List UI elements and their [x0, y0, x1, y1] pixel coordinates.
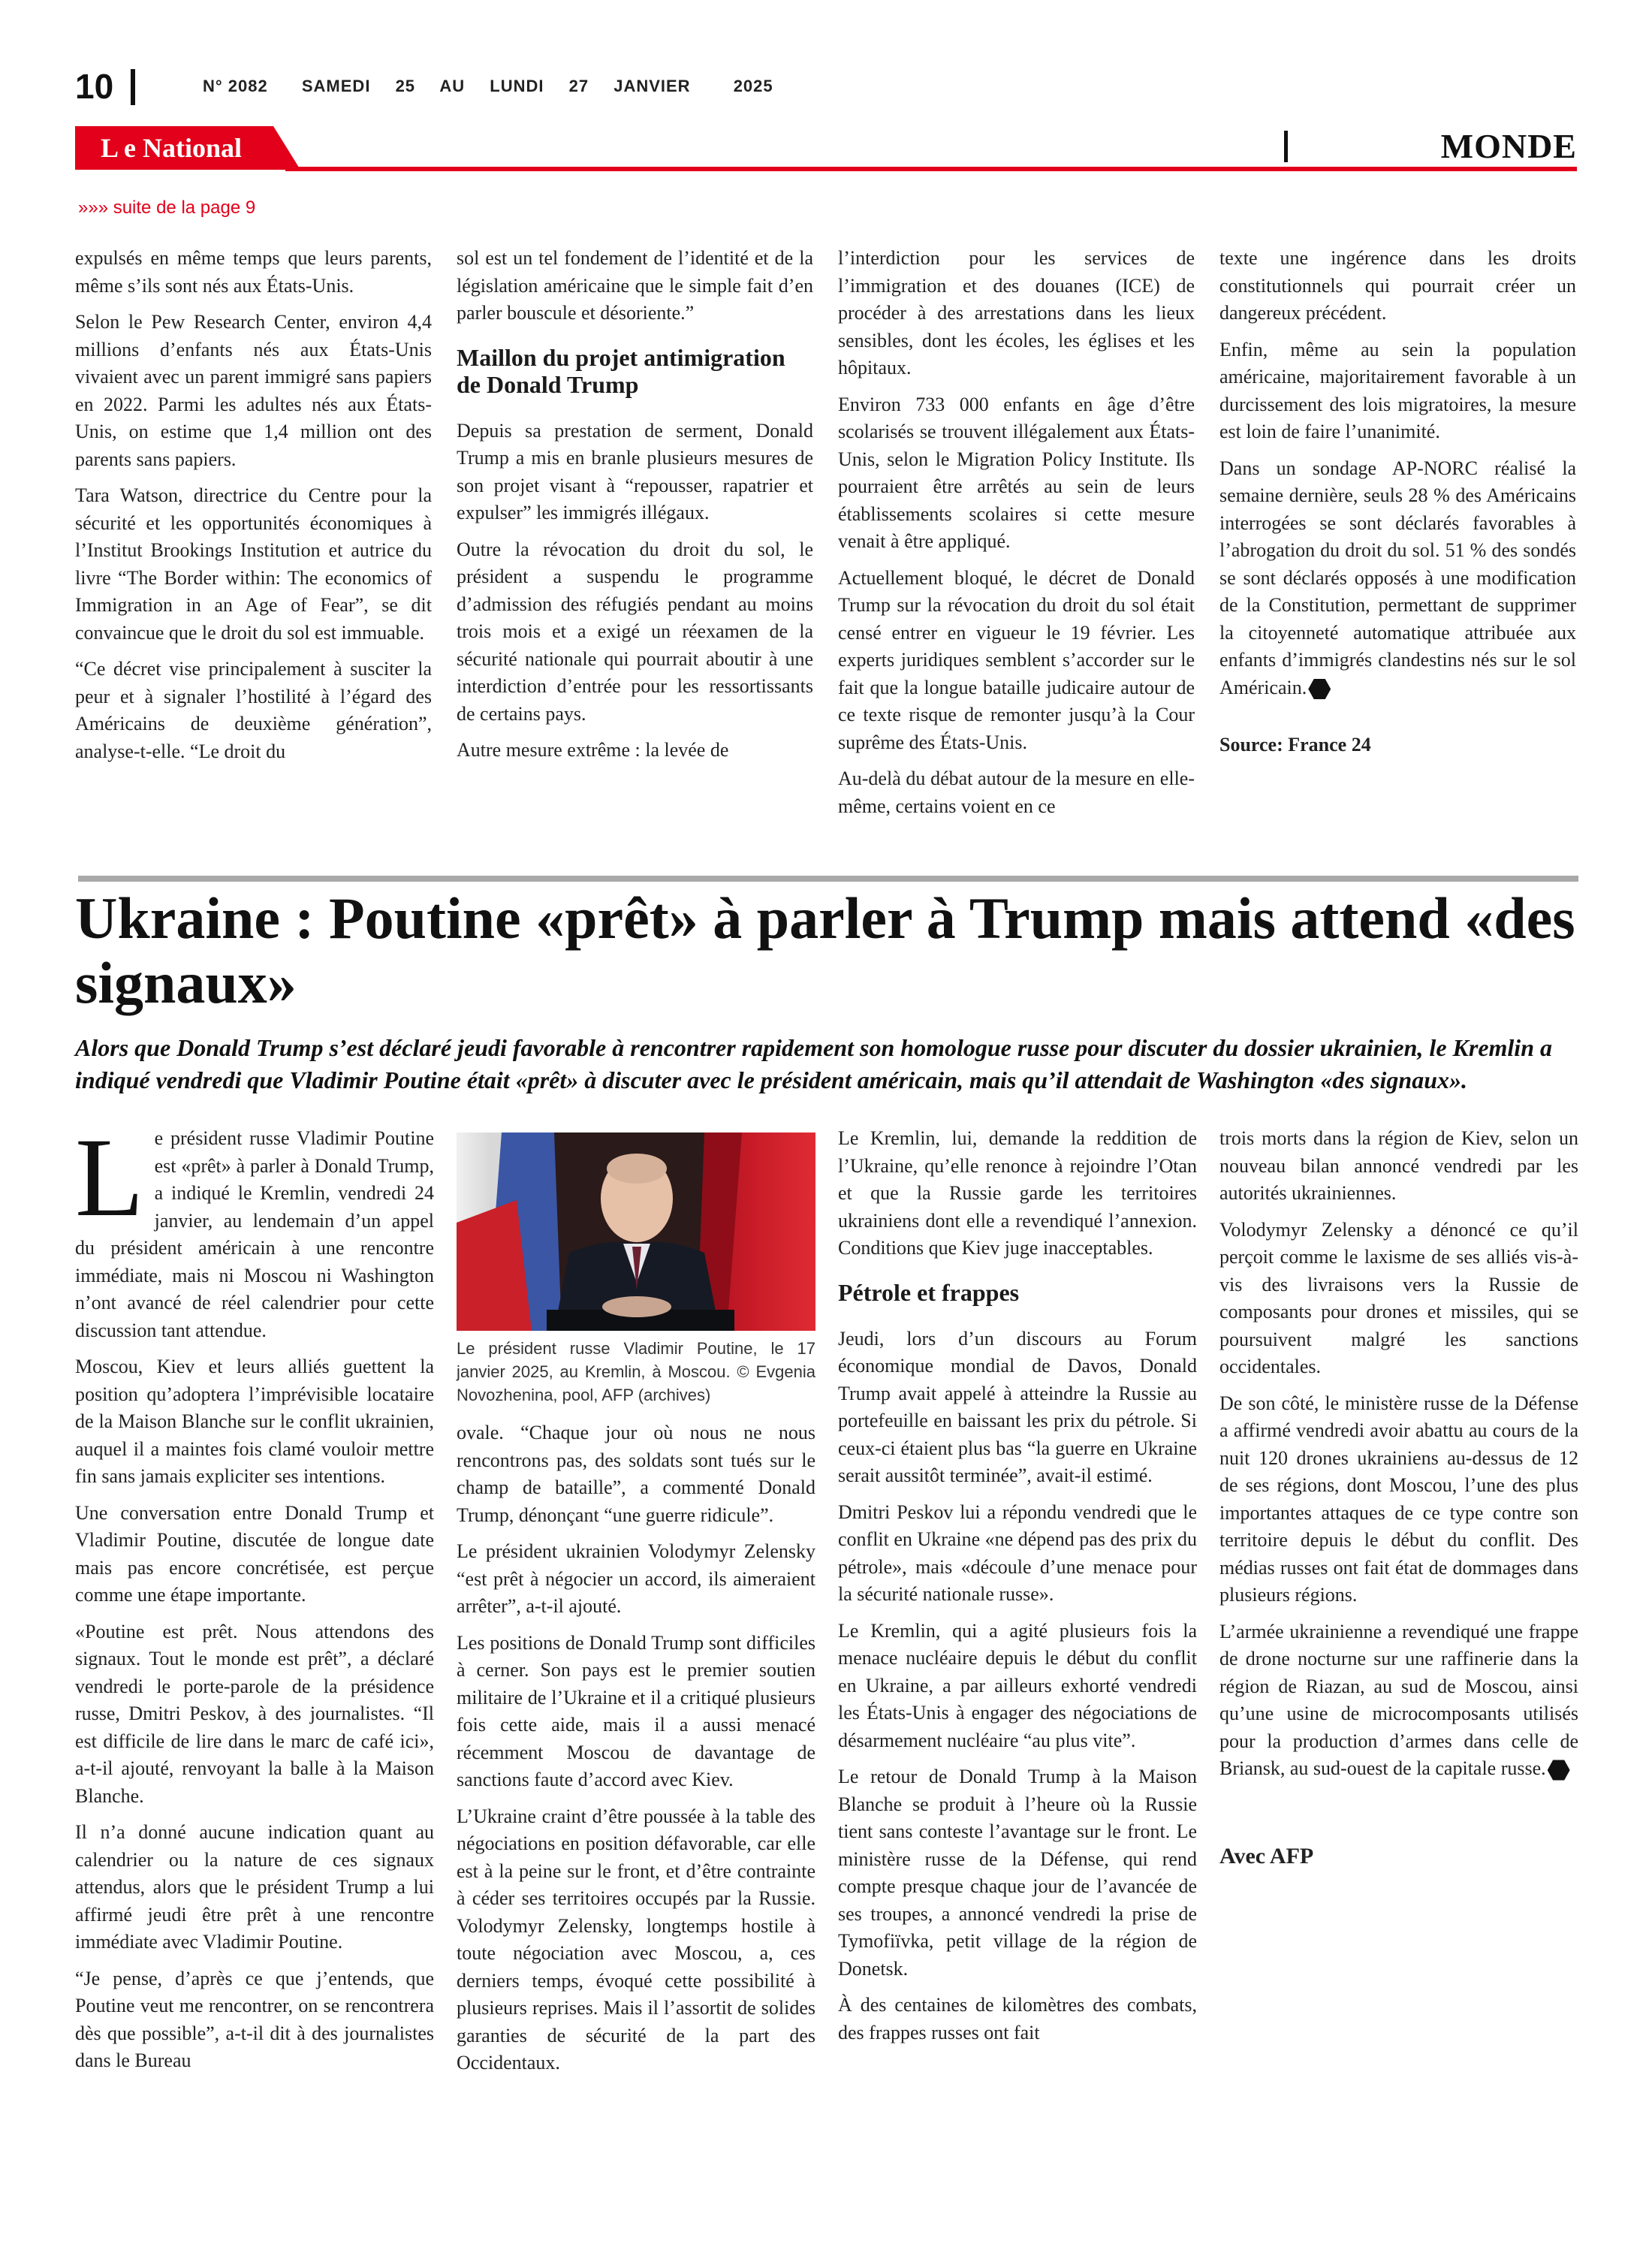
- article2-chapeau: Alors que Donald Trump s’est déclaré jeudi favorable à rencontrer rapidement son homologue russe pour discuter du dossier ukrainien, le Kremlin a indiqué vendredi que Vladimir Poutine était «prêt» à discuter avec le président américain, mais qu’il attendait de Washington «des signaux».: [75, 1034, 1552, 1093]
- paragraph-text: Le président ukrainien Volodymyr Zelensky “est prêt à négocier un accord, ils aimeraient arrêter”, a-t-il ajouté.: [457, 1540, 815, 1617]
- paragraph-text: Au-delà du débat autour de la mesure en elle-même, certains voient en ce: [838, 768, 1195, 817]
- paragraph: [75, 309, 432, 473]
- paragraph: [838, 1992, 1197, 2046]
- paragraph: [75, 245, 432, 300]
- paragraph: [457, 1419, 815, 1529]
- paragraph-text: l’interdiction pour les services de l’immigration et des douanes (ICE) de procéder à des arrestations dans les lieux sensibles, dont les écoles, les églises et les hôpitaux.: [838, 247, 1195, 379]
- paragraph-text: De son côté, le ministère russe de la Défense a affirmé vendredi avoir abattu au cours de la nuit 120 drones ukrainiens au-dessus de 12 de ses régions, dont Moscou, l’une des plus importantes attaques de ce type contre son territoire depuis le début du conflit. Des médias russes ont fait état de dommages dans plusieurs régions.: [1219, 1392, 1578, 1606]
- photo-caption: Le président russe Vladimir Poutine, le 17 janvier 2025, au Kremlin, à Moscou. © Evgenia Novozhenina, pool, AFP (archives): [457, 1339, 815, 1404]
- drop-cap: L: [75, 1115, 144, 1240]
- paragraph: [75, 1618, 434, 1811]
- article1-column-4: [1219, 245, 1576, 768]
- paragraph-text: “Je pense, d’après ce que j’entends, que Poutine veut me rencontrer, on se rencontrera dès que possible”, a-t-il dit à des journalistes dans le Bureau: [75, 1967, 434, 2071]
- paragraph: [838, 765, 1195, 820]
- article1-column-2: [457, 245, 813, 774]
- article2-photo-block: [457, 1133, 815, 1407]
- paragraph: [1219, 1217, 1578, 1381]
- brand-bar: [75, 126, 1577, 173]
- paragraph-text: Le retour de Donald Trump à la Maison Blanche se produit à l’heure où la Russie tient sans conteste l’avantage sur le front. Le ministère russe de la Défense, qui rend compte presque chaque jour de l’avancée de ses troupes, a annoncé vendredi la prise de Tymofiïvka, petit village de la région de Donetsk.: [838, 1766, 1197, 1980]
- paragraph-text: Outre la révocation du droit du sol, le président a suspendu le programme d’admission des réfugiés pendant au moins trois mois et a exigé un réexamen de la sécurité nationale qui pourrait aboutir à une interdiction d’entrée pour les ressortissants de certains pays.: [457, 538, 813, 725]
- paragraph: [838, 245, 1195, 382]
- paragraph: [1219, 1618, 1578, 1783]
- issue-number: N° 2082: [203, 77, 268, 95]
- date-part: 27: [568, 77, 589, 95]
- article-divider: [78, 876, 1578, 882]
- subheading: Pétrole et frappes: [838, 1278, 1020, 1306]
- paragraph-text: Volodymyr Zelensky a dénoncé ce qu’il perçoit comme le laxisme de ses alliés vis-à-vis des livraisons vers la Russie de composants pour drones et missiles, qui se poursuivent malgré les sanctions occidentales.: [1219, 1218, 1578, 1377]
- paragraph-text: Le Kremlin, qui a agité plusieurs fois la menace nucléaire depuis le début du conflit en Ukraine, a par ailleurs exhorté vendredi les États-Unis à engager des négociations de désarmement nucléaire “au plus vite”.: [838, 1619, 1197, 1751]
- brand-rule: [285, 167, 1577, 171]
- paragraph-text: Actuellement bloqué, le décret de Donald Trump sur la révocation du droit du sol était censé entrer en vigueur le 19 février. Les experts juridiques semblent s’accorder sur le fait que la longue bataille judicaire autour de ce texte risque de remonter jusqu’à la Cour suprême des États-Unis.: [838, 566, 1195, 753]
- paragraph-text: Enfin, même au sein la population américaine, majoritairement favorable à un durcissement des lois migratoires, la mesure est loin de faire l’unanimité.: [1219, 338, 1576, 442]
- paragraph-text: Le Kremlin, lui, demande la reddition de l’Ukraine, qu’elle renonce à rejoindre l’Otan et que la Russie garde les territoires ukrainiens dont elle a revendiqué l’annexion. Conditions que Kiev juge inacceptables.: [838, 1127, 1197, 1259]
- date-part: 2025: [733, 77, 773, 95]
- article1-source: Source: France 24: [1219, 734, 1371, 756]
- paragraph: [75, 1500, 434, 1609]
- paragraph-text: Il n’a donné aucune indication quant au calendrier ou la nature de ces signaux attendus, alors que le président Trump a lui affirmé jeudi être prêt à une rencontre immédiate avec Vladimir Poutine.: [75, 1821, 434, 1953]
- paragraph-text: Dans un sondage AP-NORC réalisé la semaine dernière, seuls 28 % des Américains interrogées se sont déclarés favorables à l’abrogation du droit du sol. 51 % des sondés se sont déclarés opposés à une modification de la Constitution, permettant de supprimer la citoyenneté automatique attribuée aux enfants d’immigrés clandestins nés sur le sol Américain.: [1219, 457, 1576, 698]
- paragraph-text: Jeudi, lors d’un discours au Forum économique mondial de Davos, Donald Trump avait appelé à atteindre la Russie au portefeuille en baissant les prix du pétrole. Si ceux-ci étaient plus bas “la guerre en Ukraine serait aussitôt terminée”, avait-il estimé.: [838, 1327, 1197, 1486]
- date-part: SAMEDI: [301, 77, 371, 95]
- paragraph-text: trois morts dans la région de Kiev, selon un nouveau bilan annoncé vendredi par les autorités ukrainiennes.: [1219, 1127, 1578, 1204]
- section-separator: [1284, 131, 1288, 162]
- date-part: LUNDI: [490, 77, 544, 95]
- paragraph: [1219, 455, 1576, 702]
- article2-credit: Avec AFP: [1219, 1843, 1314, 1868]
- paragraph: [75, 1353, 434, 1491]
- section-title: MONDE: [1440, 127, 1577, 165]
- paragraph: [838, 391, 1195, 556]
- paragraph: [838, 565, 1195, 757]
- end-of-article-icon: [1308, 678, 1331, 701]
- paragraph: [457, 1803, 815, 2077]
- photo-illustration: [457, 1133, 815, 1331]
- paragraph-text: expulsés en même temps que leurs parents, même s’ils sont nés aux États-Unis.: [75, 247, 432, 297]
- paragraph-text: Une conversation entre Donald Trump et Vladimir Poutine, discutée de longue date mais pas encore concrétisée, est perçue comme une étape importante.: [75, 1501, 434, 1606]
- paragraph-text: L’Ukraine craint d’être poussée à la table des négociations en position défavorable, car elle est à la peine sur le front, et d’être contrainte à céder ses territoires occupés par la Russie. Volodymyr Zelensky, longtemps hostile à toute négociation avec Moscou, a, ces derniers temps, évoqué cette possibilité à plusieurs reprises. Mais il l’assortit de solides garanties de sécurité de la part des Occidentaux.: [457, 1805, 815, 2074]
- end-of-article-icon: [1548, 1759, 1570, 1781]
- date-part: JANVIER: [613, 77, 691, 95]
- paragraph: [457, 1538, 815, 1621]
- paragraph: [1219, 336, 1576, 446]
- date-part: AU: [439, 77, 466, 95]
- paragraph: [75, 1819, 434, 1956]
- continued-from: »»» suite de la page 9: [78, 198, 256, 218]
- paragraph: [457, 245, 813, 327]
- paragraph: [457, 418, 813, 527]
- paragraph-text: «Poutine est prêt. Nous attendons des signaux. Tout le monde est prêt”, a déclaré vendredi le porte-parole de la présidence russe, Dmitri Peskov, à des journalistes. “Il est difficile de lire dans le marc de café ici», a-t-il ajouté, renvoyant la balle à la Maison Blanche.: [75, 1620, 434, 1807]
- paragraph-text: L’armée ukrainienne a revendiqué une frappe de drone nocturne sur une raffinerie dans la région de Riazan, au sud de Moscou, ainsi qu’une usine de microcomposants utilisés pour la production d’armes dans celle de Briansk, au sud-ouest de la capitale russe.: [1219, 1620, 1578, 1779]
- paragraph-text: Dmitri Peskov lui a répondu vendredi que le conflit en Ukraine «ne dépend pas des prix du pétrole», mais «découle d’une menace pour la sécurité nationale russe».: [838, 1500, 1197, 1605]
- paragraph: [75, 482, 432, 647]
- paragraph: [838, 1499, 1197, 1609]
- putin-photo: [457, 1133, 815, 1331]
- article2-column-4: [1219, 1125, 1578, 1879]
- paragraph: [838, 1125, 1197, 1262]
- paragraph-text: sol est un tel fondement de l’identité et de la législation américaine que le simple fait d’en parler bouscule et désoriente.”: [457, 247, 813, 324]
- paragraph: [838, 1618, 1197, 1755]
- paragraph-text: Environ 733 000 enfants en âge d’être scolarisés se trouvent illégalement aux États-Unis, selon le Migration Policy Institute. Ils pourraient être arrêtés au sein de leurs établissements scolaires si cette mesure venait à être appliqué.: [838, 393, 1195, 552]
- masthead: [75, 66, 1577, 111]
- paragraph: [838, 1763, 1197, 1983]
- paragraph-text: e président russe Vladimir Poutine est «prêt» à parler à Donald Trump, a indiqué le Kremlin, vendredi 24 janvier, au lendemain d’un appel du président américain à une rencontre immédiate, mais ni Moscou ni Washington n’ont avancé de réel calendrier pour cette discussion tant attendue.: [75, 1127, 434, 1341]
- article1-column-3: [838, 245, 1195, 829]
- article2-column-2: [457, 1419, 815, 2086]
- paragraph: [75, 656, 432, 765]
- paragraph-text: Selon le Pew Research Center, environ 4,4 millions d’enfants nés aux États-Unis vivaient avec un parent immigré sans papiers en 2022. Parmi les adultes nés aux États-Unis, on estime que 1,4 million ont des parents sans papiers.: [75, 311, 432, 470]
- paragraph: [75, 1965, 434, 2075]
- page-number: 10: [75, 67, 114, 106]
- date-part: 25: [395, 77, 416, 95]
- article2-column-3: [838, 1125, 1197, 2055]
- paragraph: [457, 737, 813, 765]
- article2-column-1: [75, 1115, 434, 2084]
- paragraph-text: “Ce décret vise principalement à susciter la peur et à signaler l’hostilité à l’égard des Américains de deuxième génération”, analyse-t-elle. “Le droit du: [75, 658, 432, 762]
- paragraph: [457, 1630, 815, 1794]
- paragraph: [75, 1115, 434, 1344]
- paragraph-text: Tara Watson, directrice du Centre pour la sécurité et les opportunités économiques à l’Institut Brookings Institution et autrice du livre “The Border within: The economics of Immigration in an Age of Fear”, se dit convaincue que le droit du sol est immuable.: [75, 484, 432, 644]
- subheading: Maillon du projet antimigration de Donald Trump: [457, 343, 785, 398]
- page-number-separator: [131, 69, 135, 105]
- paragraph-text: ovale. “Chaque jour où nous ne nous rencontrons pas, des soldats sont tués sur le champ de bataille”, a commenté Donald Trump, dénonçant “une guerre ridicule”.: [457, 1422, 815, 1526]
- newspaper-name: L e National: [101, 133, 243, 163]
- paragraph-text: Moscou, Kiev et leurs alliés guettent la position qu’adoptera l’imprévisible locataire de la Maison Blanche sur le conflit ukrainien, auquel il a maintes fois clamé vouloir mettre fin sans jamais expliciter ses intentions.: [75, 1356, 434, 1487]
- paragraph: [457, 536, 813, 728]
- paragraph: [1219, 1125, 1578, 1208]
- paragraph-text: Autre mesure extrême : la levée de: [457, 739, 729, 761]
- paragraph: [1219, 1390, 1578, 1609]
- paragraph-text: À des centaines de kilomètres des combats, des frappes russes ont fait: [838, 1994, 1197, 2043]
- paragraph: [838, 1326, 1197, 1490]
- paragraph-text: Depuis sa prestation de serment, Donald Trump a mis en branle plusieurs mesures de son projet visant à “repousser, rapatrier et expulser” les immigrés illégaux.: [457, 419, 813, 523]
- paragraph-text: texte une ingérence dans les droits constitutionnels qui pourrait créer un dangereux précédent.: [1219, 247, 1576, 324]
- paragraph-text: Les positions de Donald Trump sont difficiles à cerner. Son pays est le premier soutien militaire de l’Ukraine et il a critiqué plusieurs fois cette aide, mais il a aussi menacé récemment Moscou de davantage de sanctions faute d’accord avec Kiev.: [457, 1631, 815, 1790]
- article2-headline: Ukraine : Poutine «prêt» à parler à Trump mais attend «des signaux»: [75, 885, 1575, 1015]
- article1-column-1: [75, 245, 432, 774]
- paragraph: [1219, 245, 1576, 327]
- issue-info: [203, 74, 802, 99]
